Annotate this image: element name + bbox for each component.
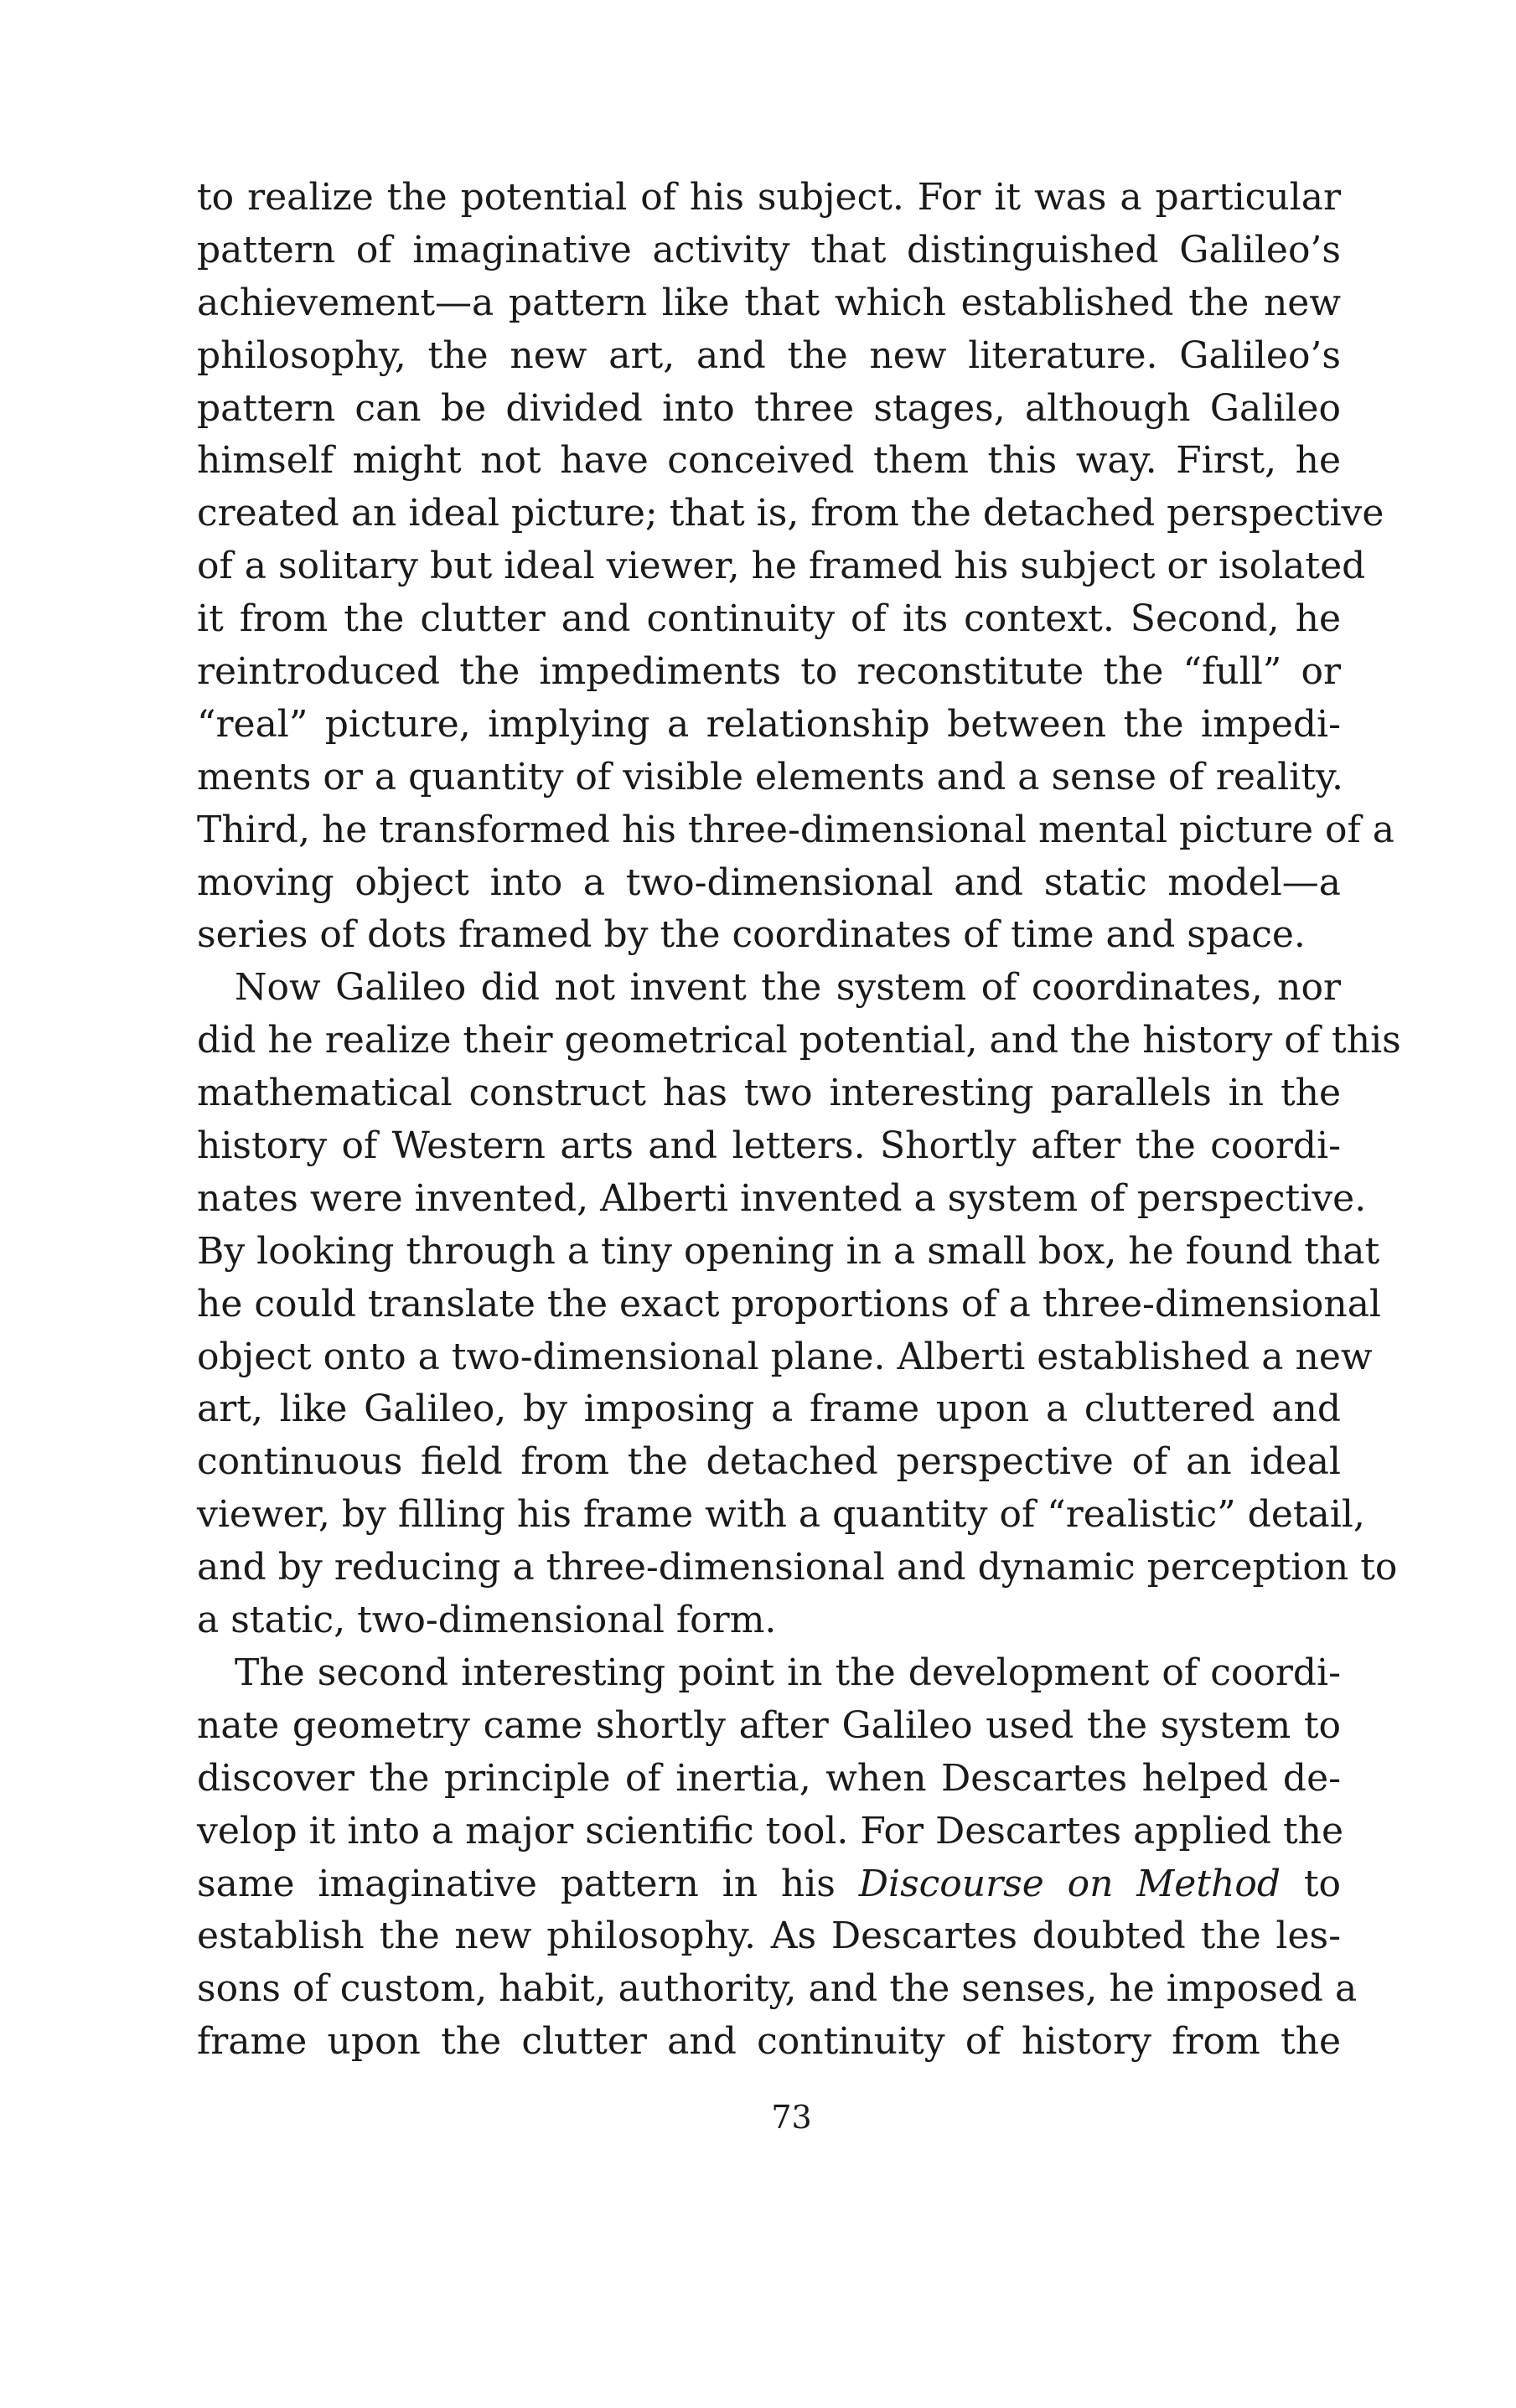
text-line: nate geometry came shortly after Galileo used the system to — [197, 1703, 1341, 1747]
text-line: object onto a two-dimensional plane. Alberti established a new — [197, 1335, 1373, 1378]
text-line: ments or a quantity of visible elements and a sense of reality. — [197, 755, 1343, 798]
text-line: establish the new philosophy. As Descartes doubted the les- — [197, 1915, 1341, 1958]
text-line: “real” picture, implying a relationship between the impedi- — [197, 702, 1341, 746]
text-line: discover the principle of inertia, when Descartes helped de- — [197, 1756, 1341, 1800]
page-number: 73 — [771, 2099, 812, 2136]
page-body — [197, 172, 1401, 2069]
text-line: continuous field from the detached perspective of an ideal — [197, 1440, 1341, 1484]
text-line: nates were invented, Alberti invented a system of perspective. — [197, 1176, 1367, 1220]
text-segment: same imaginative pattern in his — [197, 1862, 859, 1905]
text-line: The second interesting point in the development of coordi- — [235, 1651, 1341, 1694]
text-line: series of dots framed by the coordinates of time and space. — [197, 913, 1306, 957]
text-line: mathematical construct has two interesting parallels in the — [197, 1072, 1341, 1115]
paragraph-2 — [197, 962, 1401, 1647]
text-line: of a solitary but ideal viewer, he framed his subject or isolated — [197, 545, 1366, 588]
text-line: velop it into a major scientific tool. For Descartes applied the — [197, 1809, 1344, 1853]
text-line: a static, two-dimensional form. — [197, 1599, 777, 1642]
text-line: frame upon the clutter and continuity of history from the — [197, 2020, 1341, 2064]
text-line: philosophy, the new art, and the new literature. Galileo’s — [197, 333, 1341, 377]
book-title: Discourse on Method — [858, 1862, 1281, 1905]
text-line: and by reducing a three-dimensional and dynamic perception to — [197, 1546, 1398, 1589]
text-segment: to — [1281, 1862, 1341, 1905]
text-line-with-title — [197, 1858, 1341, 1911]
paragraph-3 — [197, 1647, 1358, 2069]
text-line: it from the clutter and continuity of its context. Second, he — [197, 597, 1341, 641]
text-line: to realize the potential of his subject. For it was a particular — [197, 176, 1341, 219]
text-line: moving object into a two-dimensional and static model—a — [197, 860, 1341, 904]
text-line: pattern can be divided into three stages, although Galileo — [197, 386, 1341, 430]
paragraph-1 — [197, 172, 1394, 962]
text-line: Third, he transformed his three-dimensional mental picture of a — [197, 808, 1394, 851]
text-line: did he realize their geometrical potential, and the history of this — [197, 1019, 1401, 1062]
text-line: himself might not have conceived them this way. First, he — [197, 439, 1341, 483]
text-line: created an ideal picture; that is, from the detached perspective — [197, 492, 1384, 535]
text-line: art, like Galileo, by imposing a frame upon a cluttered and — [197, 1387, 1341, 1431]
text-line: sons of custom, habit, authority, and the senses, he imposed a — [197, 1967, 1358, 2011]
text-line: history of Western arts and letters. Shortly after the coordi- — [197, 1124, 1341, 1168]
text-line: viewer, by filling his frame with a quantity of “realistic” detail, — [197, 1493, 1365, 1537]
text-line: By looking through a tiny opening in a small box, he found that — [197, 1229, 1380, 1273]
text-line: reintroduced the impediments to reconstitute the “full” or — [197, 650, 1341, 694]
text-line: Now Galileo did not invent the system of coordinates, nor — [235, 966, 1341, 1010]
text-line: achievement—a pattern like that which established the new — [197, 281, 1341, 324]
text-line: he could translate the exact proportions of a three-dimensional — [197, 1282, 1382, 1325]
text-line: pattern of imaginative activity that distinguished Galileo’s — [197, 228, 1341, 271]
